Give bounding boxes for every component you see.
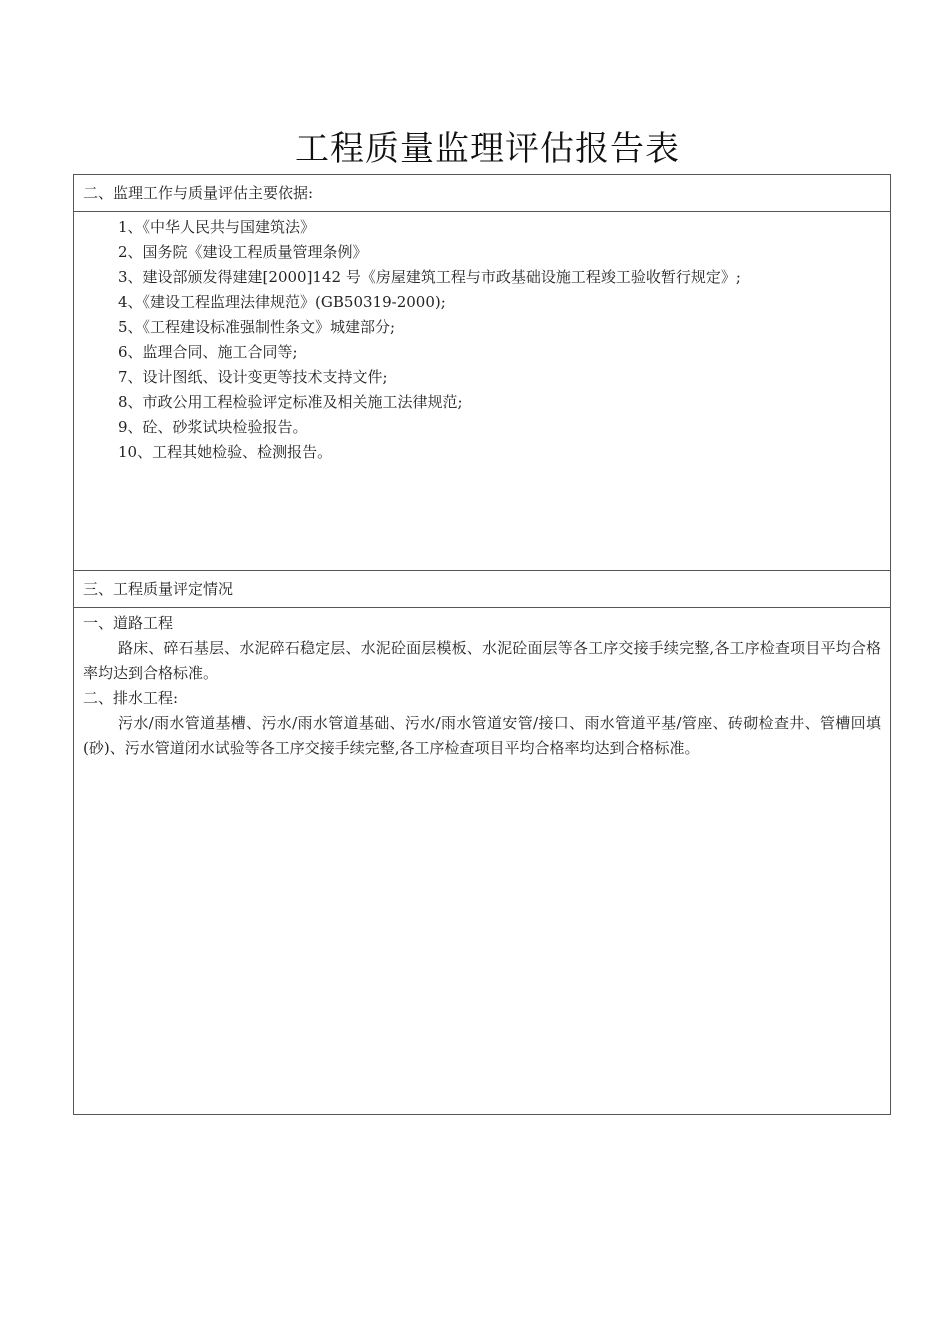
- list-item: 8、市政公用工程检验评定标准及相关施工法律规范;: [118, 393, 463, 411]
- drainage-section-title: 二、排水工程:: [83, 689, 179, 707]
- list-item: 9、砼、砂浆试块检验报告。: [118, 418, 308, 436]
- assessment-section-header: 三、工程质量评定情况: [74, 570, 890, 607]
- list-item: 6、监理合同、施工合同等;: [118, 343, 298, 361]
- page-title: 工程质量监理评估报告表: [295, 129, 680, 169]
- list-item: 10、工程其她检验、检测报告。: [118, 443, 333, 461]
- list-item: 7、设计图纸、设计变更等技术支持文件;: [118, 368, 388, 386]
- list-item: 1、《中华人民共与国建筑法》: [118, 218, 316, 236]
- list-item: 4、《建设工程监理法律规范》(GB50319-2000);: [118, 293, 446, 311]
- road-section-title: 一、道路工程: [83, 614, 174, 632]
- drainage-section-text: 污水/雨水管道基槽、污水/雨水管道基础、污水/雨水管道安管/接口、雨水管道平基/管座、砖砌检查井、管槽回填(砂)、污水管道闭水试验等各工序交接手续完整,各工序检查项目平均合格率均达到合格标准。: [83, 714, 881, 757]
- list-item: 2、国务院《建设工程质量管理条例》: [118, 243, 368, 261]
- list-item: 3、建设部颁发得建建[2000]142 号《房屋建筑工程与市政基础设施工程竣工验收暂行规定》;: [118, 268, 741, 286]
- road-section-text: 路床、碎石基层、水泥碎石稳定层、水泥砼面层模板、水泥砼面层等各工序交接手续完整,各工序检查项目平均合格率均达到合格标准。: [83, 639, 881, 682]
- basis-section-header: 二、监理工作与质量评估主要依据:: [83, 184, 314, 202]
- list-item: 5、《工程建设标准强制性条文》城建部分;: [118, 318, 396, 336]
- assessment-body: [74, 607, 890, 761]
- report-table: [73, 174, 891, 1115]
- basis-list: [74, 211, 890, 570]
